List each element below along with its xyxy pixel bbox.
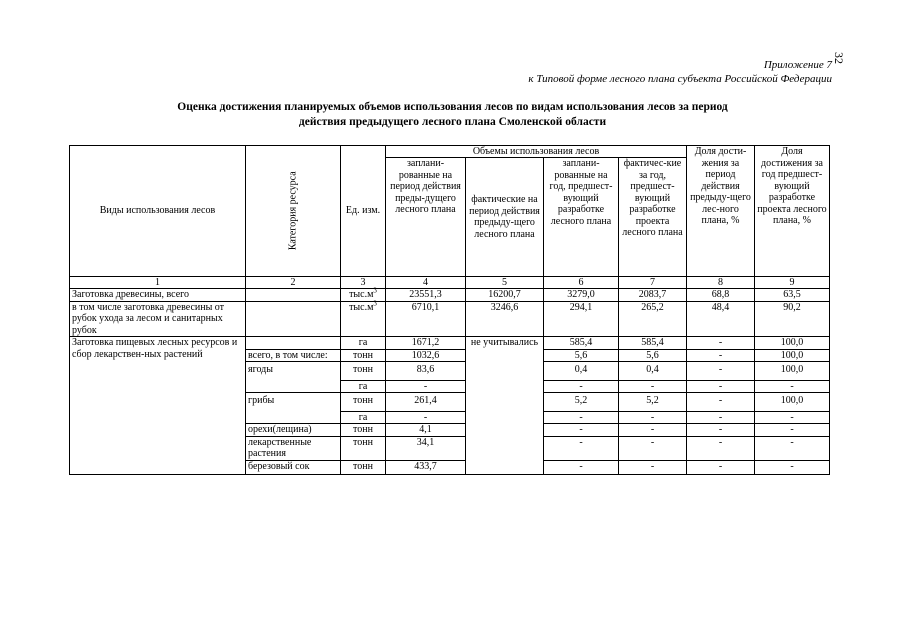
cell-actual-year: - — [619, 424, 687, 437]
header-actual-year: фактичес-кие за год, предшест-вующий разработке проекта лесного плана — [619, 158, 687, 277]
row-category: орехи(лещина) — [246, 424, 341, 437]
title-line-1: Оценка достижения планируемых объемов использования лесов по видам использования лесов за период — [177, 101, 728, 113]
row-name: в том числе заготовка древесины от рубок ухода за лесом и санитарных рубок — [70, 301, 246, 337]
header-usage-volumes: Объемы использования лесов — [386, 146, 687, 158]
cell-actual-year: 0,4 — [619, 362, 687, 381]
cell-share-year: - — [755, 411, 830, 424]
row-unit: га — [341, 411, 386, 424]
cell-actual-year: 5,2 — [619, 393, 687, 412]
cell-planned-period: - — [386, 380, 466, 393]
cell-share-year: - — [755, 460, 830, 474]
cell-planned-period: 261,4 — [386, 393, 466, 412]
col-num-3: 3 — [341, 277, 386, 289]
header-forest-use-types: Виды использования лесов — [70, 146, 246, 277]
table-row-food-ha — [70, 337, 830, 350]
cell-share-year: 100,0 — [755, 362, 830, 381]
cell-share-year: 100,0 — [755, 393, 830, 412]
cell-planned-year: 5,6 — [544, 349, 619, 362]
row-category: березовый сок — [246, 460, 341, 474]
cell-share-period: - — [687, 349, 755, 362]
cell-planned-year: - — [544, 460, 619, 474]
cell-planned-year: 585,4 — [544, 337, 619, 350]
cell-share-period: - — [687, 436, 755, 460]
cell-share-period: - — [687, 380, 755, 393]
row-category: грибы — [246, 393, 341, 412]
header-planned-period: заплани-рованные на период действия преды-дущего лесного плана — [386, 158, 466, 277]
header-unit: Ед. изм. — [341, 146, 386, 277]
cell-actual-year: - — [619, 460, 687, 474]
row-category — [246, 289, 341, 302]
forest-use-table — [69, 145, 830, 475]
cell-share-period: - — [687, 424, 755, 437]
cell-share-year: 90,2 — [755, 301, 830, 337]
cell-share-period: - — [687, 393, 755, 412]
cell-planned-period: 1671,2 — [386, 337, 466, 350]
cell-planned-period: 34,1 — [386, 436, 466, 460]
cell-planned-period: 1032,6 — [386, 349, 466, 362]
cell-actual-year: 265,2 — [619, 301, 687, 337]
col-num-9: 9 — [755, 277, 830, 289]
cell-actual-year: 2083,7 — [619, 289, 687, 302]
row-name-food-resources: Заготовка пищевых лесных ресурсов и сбор лекарствен-ных растений — [70, 337, 246, 475]
cell-planned-period: 83,6 — [386, 362, 466, 381]
cell-share-period: - — [687, 337, 755, 350]
row-category: всего, в том числе: — [246, 349, 341, 362]
cell-planned-period: - — [386, 411, 466, 424]
row-name: Заготовка древесины, всего — [70, 289, 246, 302]
title-line-2: действия предыдущего лесного плана Смоленской области — [298, 116, 607, 128]
col-num-8: 8 — [687, 277, 755, 289]
appendix-line-2: к Типовой форме лесного плана субъекта Российской Федерации — [528, 73, 832, 85]
row-category — [246, 411, 341, 424]
col-num-2: 2 — [246, 277, 341, 289]
header-share-period: Доля дости-жения за период действия предыду-щего лес-ного плана, % — [687, 146, 755, 277]
page-number: 32 — [832, 52, 846, 64]
row-unit: тонн — [341, 424, 386, 437]
cell-planned-period: 433,7 — [386, 460, 466, 474]
cell-actual-year: 5,6 — [619, 349, 687, 362]
cell-actual-year: 585,4 — [619, 337, 687, 350]
cell-not-counted: не учитывались — [466, 337, 544, 475]
cell-planned-year: - — [544, 436, 619, 460]
cell-share-period: - — [687, 362, 755, 381]
cell-share-year: - — [755, 424, 830, 437]
row-unit: тонн — [341, 362, 386, 381]
col-num-4: 4 — [386, 277, 466, 289]
row-category — [246, 301, 341, 337]
cell-share-period: - — [687, 460, 755, 474]
cell-actual-year: - — [619, 411, 687, 424]
cell-planned-year: 5,2 — [544, 393, 619, 412]
header-planned-year: заплани-рованные на год, предшест-вующий разработке лесного плана — [544, 158, 619, 277]
header-resource-category — [246, 146, 341, 277]
cell-planned-year: 294,1 — [544, 301, 619, 337]
column-numbers-row — [70, 277, 830, 289]
document-title — [70, 100, 835, 130]
cell-actual-period: 3246,6 — [466, 301, 544, 337]
appendix-caption — [528, 58, 832, 86]
table-row-timber-total — [70, 289, 830, 302]
row-unit: га — [341, 337, 386, 350]
cell-planned-year: - — [544, 411, 619, 424]
row-unit: тонн — [341, 393, 386, 412]
cell-actual-period: 16200,7 — [466, 289, 544, 302]
appendix-line-1: Приложение 7 — [763, 59, 832, 71]
cell-actual-year: - — [619, 436, 687, 460]
cell-planned-period: 23551,3 — [386, 289, 466, 302]
header-actual-period: фактические на период действия предыду-щего лесного плана — [466, 158, 544, 277]
row-unit: га — [341, 380, 386, 393]
cell-actual-year: - — [619, 380, 687, 393]
cell-planned-year: 3279,0 — [544, 289, 619, 302]
row-unit: тонн — [341, 460, 386, 474]
cell-planned-year: - — [544, 380, 619, 393]
cell-share-year: - — [755, 436, 830, 460]
cell-share-year: 100,0 — [755, 349, 830, 362]
cell-share-year: 63,5 — [755, 289, 830, 302]
cell-share-year: - — [755, 380, 830, 393]
header-resource-category-text: Категория ресурса — [287, 171, 299, 251]
header-share-year: Доля достижения за год предшест-вующий разработке проекта лесного плана, % — [755, 146, 830, 277]
table-row-timber-thinning — [70, 301, 830, 337]
col-num-7: 7 — [619, 277, 687, 289]
cell-share-period: 48,4 — [687, 301, 755, 337]
row-unit: $тыс.м^3$ — [341, 301, 386, 337]
cell-planned-period: 6710,1 — [386, 301, 466, 337]
row-unit: $тыс.м^3$ — [341, 289, 386, 302]
cell-share-period: 68,8 — [687, 289, 755, 302]
cell-share-period: - — [687, 411, 755, 424]
cell-planned-year: 0,4 — [544, 362, 619, 381]
col-num-5: 5 — [466, 277, 544, 289]
row-category: лекарственные растения — [246, 436, 341, 460]
row-unit: тонн — [341, 349, 386, 362]
cell-planned-year: - — [544, 424, 619, 437]
row-category — [246, 337, 341, 350]
cell-share-year: 100,0 — [755, 337, 830, 350]
row-category — [246, 380, 341, 393]
col-num-6: 6 — [544, 277, 619, 289]
cell-planned-period: 4,1 — [386, 424, 466, 437]
row-category: ягоды — [246, 362, 341, 381]
col-num-1: 1 — [70, 277, 246, 289]
header-row-1 — [70, 146, 830, 158]
row-unit: тонн — [341, 436, 386, 460]
